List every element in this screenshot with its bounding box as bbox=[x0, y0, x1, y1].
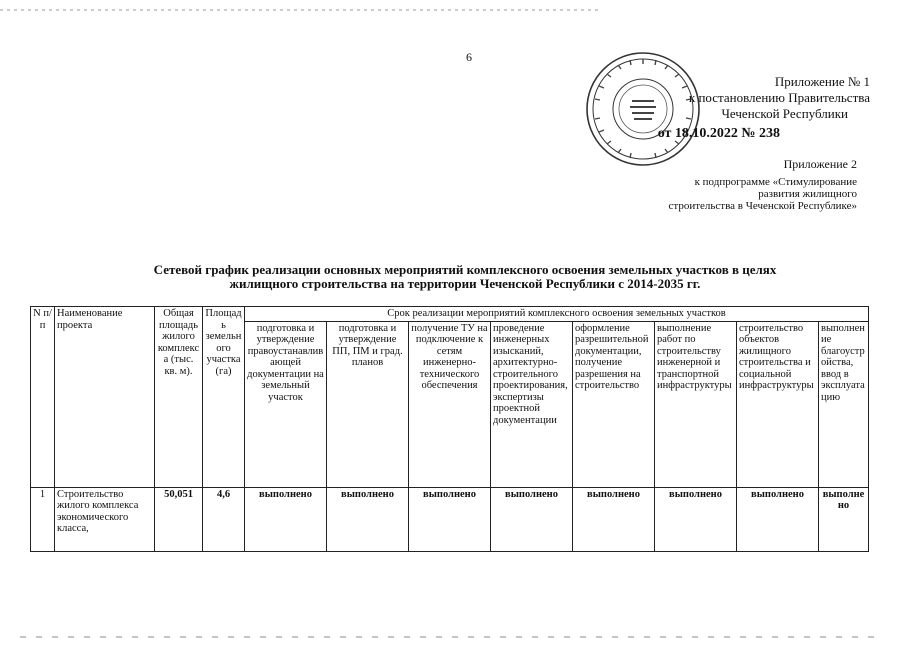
appendix-2-line: развития жилищного bbox=[758, 188, 857, 200]
row-stage-status: выполнено bbox=[737, 487, 819, 551]
header-area-land: Площадь земельного участка (га) bbox=[203, 307, 245, 488]
header-stage: выполнение благоустройства, ввод в эксплуатацию bbox=[819, 321, 869, 487]
header-stage: строительство объектов жилищного строительства и социальной инфраструктуры bbox=[737, 321, 819, 487]
row-stage-status: выполнено bbox=[655, 487, 737, 551]
row-stage-status: выполнено bbox=[819, 487, 869, 551]
appendix-2-line: к подпрограмме «Стимулирование bbox=[694, 176, 857, 188]
appendix-1-date: от 18.10.2022 № 238 bbox=[657, 126, 780, 141]
table-row bbox=[31, 487, 869, 551]
appendix-2-line: строительства в Чеченской Республике» bbox=[668, 200, 857, 212]
appendix-1-number: Приложение № 1 bbox=[774, 74, 870, 89]
scan-edge-top bbox=[0, 0, 905, 5]
row-stage-status: выполнено bbox=[245, 487, 327, 551]
header-stage: подготовка и утверждение ПП, ПМ и град. планов bbox=[327, 321, 409, 487]
appendix-2-block bbox=[600, 158, 857, 212]
header-stage: проведение инженерных изысканий, архитектурно-строительного проектирования, экспертизы проектной документации bbox=[491, 321, 573, 487]
row-area-total: 50,051 bbox=[155, 487, 203, 551]
header-stage: оформление разрешительной документации, получение разрешения на строительство bbox=[573, 321, 655, 487]
header-name: Наименование проекта bbox=[55, 307, 155, 488]
title-line: Сетевой график реализации основных мероприятий комплексного освоения земельных участков в целях bbox=[153, 262, 777, 277]
scan-edge-bottom bbox=[0, 630, 905, 640]
header-period: Срок реализации мероприятий комплексного освоения земельных участков bbox=[245, 307, 869, 322]
row-num: 1 bbox=[31, 487, 55, 551]
row-stage-status: выполнено bbox=[327, 487, 409, 551]
header-stage: получение ТУ на подключение к сетям инженерно-технического обеспечения bbox=[409, 321, 491, 487]
header-stage: выполнение работ по строительству инженерной и транспортной инфраструктуры bbox=[655, 321, 737, 487]
row-area-land: 4,6 bbox=[203, 487, 245, 551]
row-name: Строительство жилого комплекса экономического класса, bbox=[55, 487, 155, 551]
page-number: 6 bbox=[466, 50, 472, 64]
appendix-1-decree: к постановлению Правительства bbox=[688, 90, 870, 105]
schedule-table bbox=[30, 306, 869, 552]
appendix-1-government: Чеченской Республики bbox=[721, 106, 848, 121]
document-title bbox=[70, 263, 860, 291]
row-stage-status: выполнено bbox=[491, 487, 573, 551]
header-stage: подготовка и утверждение правоустанавливающей документации на земельный участок bbox=[245, 321, 327, 487]
title-line: жилищного строительства на территории Чеченской Республики с 2014-2035 гг. bbox=[229, 276, 701, 291]
appendix-2-number: Приложение 2 bbox=[783, 157, 857, 171]
appendix-1-block bbox=[600, 74, 870, 142]
row-stage-status: выполнено bbox=[409, 487, 491, 551]
table-header-row bbox=[31, 307, 869, 322]
header-num: N п/п bbox=[31, 307, 55, 488]
header-area-total: Общая площадь жилого комплекса (тыс. кв. м). bbox=[155, 307, 203, 488]
row-stage-status: выполнено bbox=[573, 487, 655, 551]
